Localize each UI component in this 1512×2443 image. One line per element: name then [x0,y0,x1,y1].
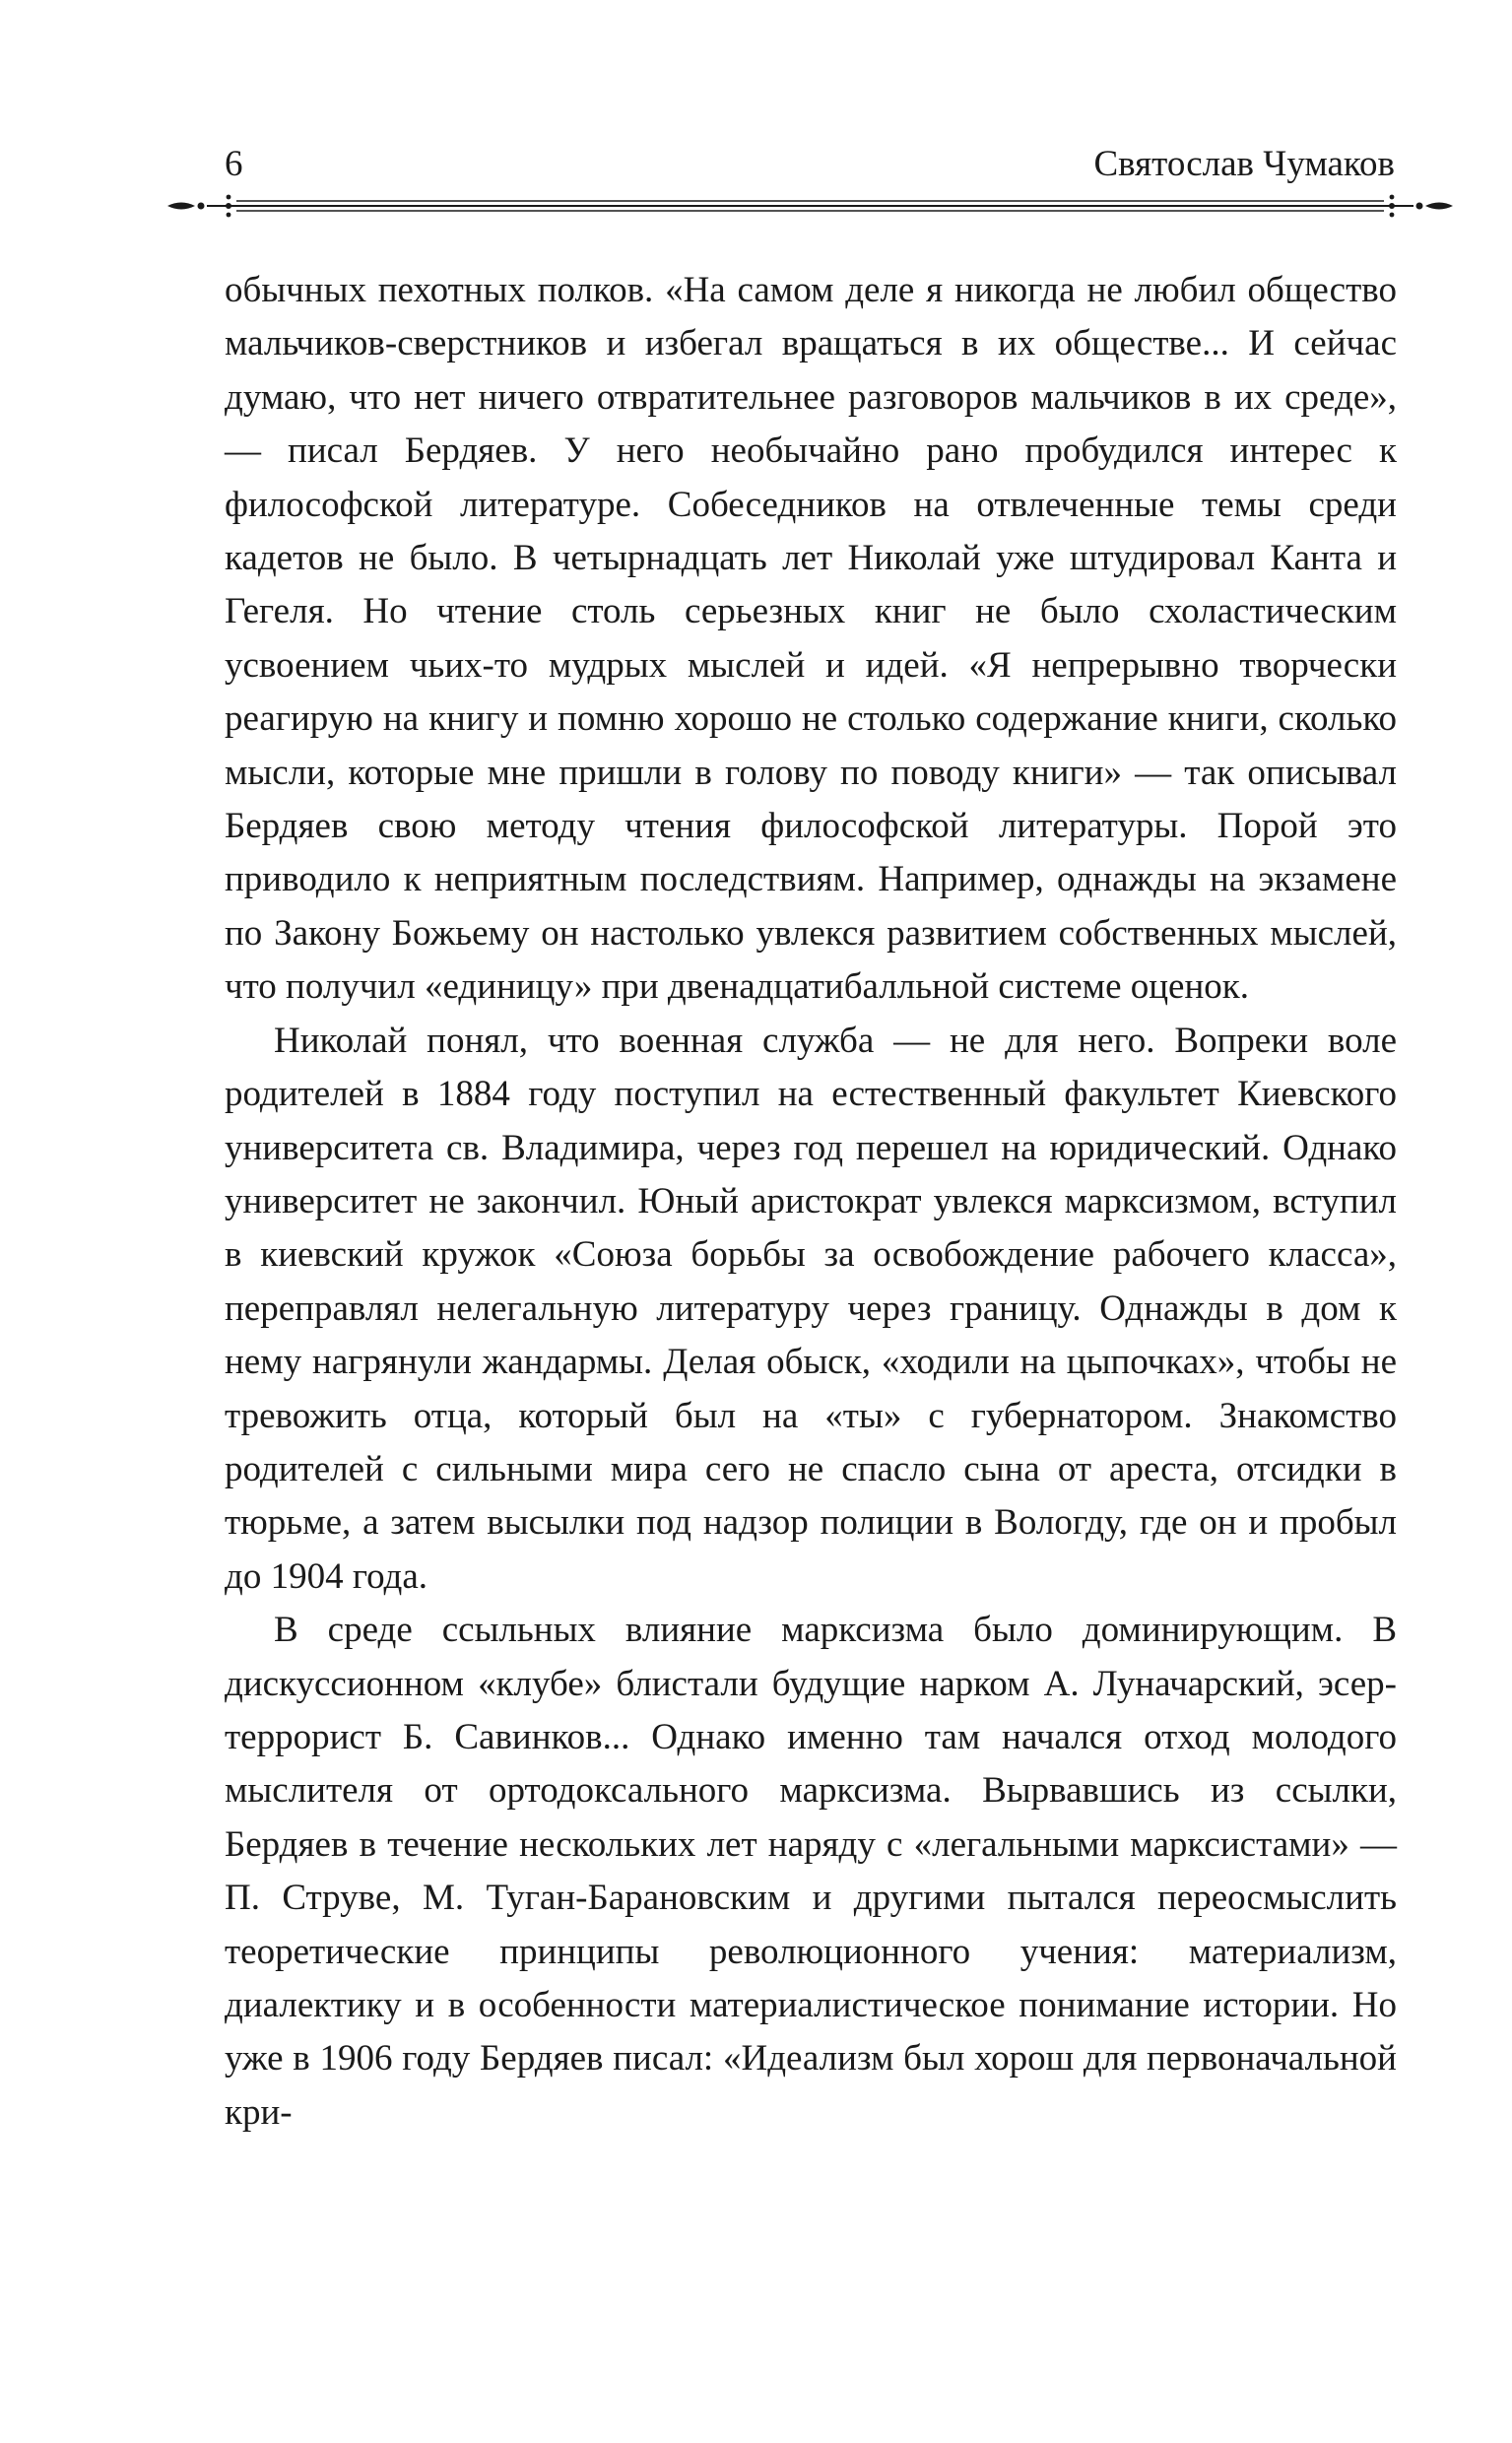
paragraph: В среде ссыльных влияние марксизма было доминирующим. В дискуссионном «клубе» блистали будущие нарком А. Луначарский, эсер-террорист Б. Савинков... Однако именно там начался отход молодого мыслителя от ортодоксального марксизма. Вырвавшись из ссылки, Бердяев в течение нескольких лет наряду с «легальными марксистами» — П. Струве, М. Туган-Барановским и другими пытался переосмыслить теоретические принципы революционного учения: материализм, диалектику и в особенности материалистическое понимание истории. Но уже в 1906 году Бердяев писал: «Идеализм был хорош для первоначальной кри- [225,1610,1397,2133]
page-number: 6 [225,144,243,184]
body-text [225,264,1397,2140]
page-header [225,140,1395,189]
header-ornament-rule [167,191,1453,221]
running-head-author: Святослав Чумаков [1093,144,1395,184]
paragraph: Николай понял, что военная служба — не для него. Вопреки воле родителей в 1884 году поступил на естественный факультет Киевского университета св. Владимира, через год перешел на юридический. Однако университет не закончил. Юный аристократ увлекся марксизмом, вступил в киевский кружок «Союза борьбы за освобождение рабочего класса», переправлял нелегальную литературу через границу. Однажды в дом к нему нагрянули жандармы. Делая обыск, «ходили на цыпочках», чтобы не тревожить отца, который был на «ты» с губернатором. Знакомство родителей с сильными мира сего не спасло сына от ареста, отсидки в тюрьме, а затем высылки под надзор полиции в Вологду, где он и пробыл до 1904 года. [225,1020,1397,1597]
paragraph-continued: обычных пехотных полков. «На самом деле я никогда не любил общество мальчиков-сверстников и избегал вращаться в их обществе... И сейчас думаю, что нет ничего отвратительнее разговоров мальчиков в их среде», — писал Бердяев. У него необычайно рано пробудился интерес к философской литературе. Собеседников на отвлеченные темы среди кадетов не было. В четырнадцать лет Николай уже штудировал Канта и Гегеля. Но чтение столь серьезных книг не было схоластическим усвоением чьих-то мудрых мыслей и идей. «Я непрерывно творчески реагирую на книгу и помню хорошо не столько содержание книги, сколько мысли, которые мне пришли в голову по поводу книги» — так описывал Бердяев свою методу чтения философской литературы. Порой это приводило к неприятным последствиям. Например, однажды на экзамене по Закону Божьему он настолько увлекся развитием собственных мыслей, что получил «единицу» при двенадцатибалльной системе оценок. [225,270,1397,1008]
